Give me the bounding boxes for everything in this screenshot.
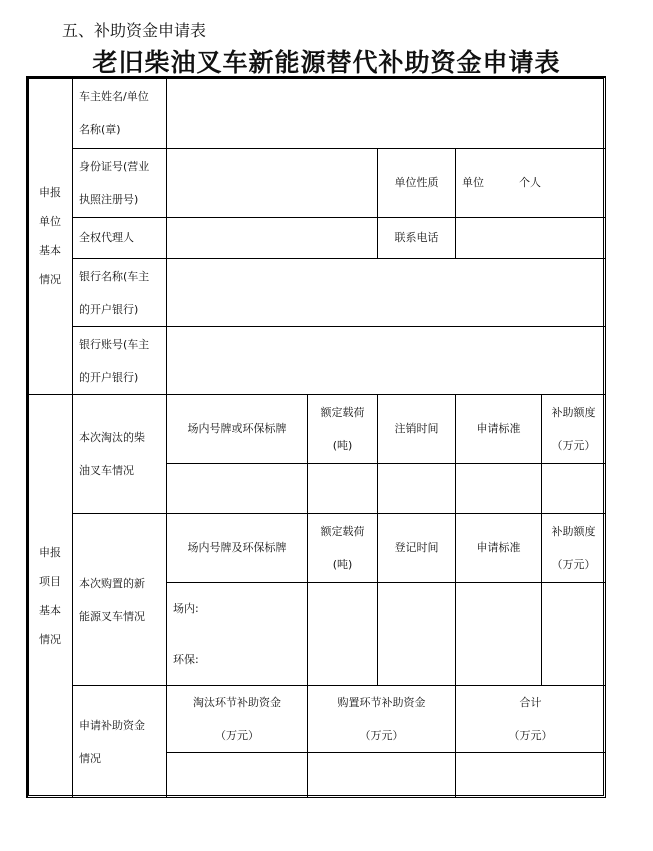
- scrap-fund-field[interactable]: [167, 753, 308, 798]
- bank-name-label: 银行名称(车主 的开户银行): [73, 259, 167, 327]
- purchase-load-field[interactable]: [308, 583, 378, 686]
- purchase-fund-header: 购置环节补助资金 （万元）: [308, 686, 456, 753]
- total-fund-field[interactable]: [456, 753, 606, 798]
- phone-label: 联系电话: [378, 218, 456, 259]
- in-site-label: 场内:: [173, 602, 199, 615]
- scrap-plate-header: 场内号牌或环保标牌: [167, 395, 308, 464]
- purchase-amount-field[interactable]: [542, 583, 606, 686]
- apply-fund-label: 申请补助资金 情况: [73, 686, 167, 798]
- scrap-load-field[interactable]: [308, 464, 378, 514]
- scrap-plate-field[interactable]: [167, 464, 308, 514]
- cancel-time-field[interactable]: [378, 464, 456, 514]
- purchase-fund-field[interactable]: [308, 753, 456, 798]
- unit-nature-options[interactable]: 单位 个人: [456, 149, 606, 218]
- page-title: 老旧柴油叉车新能源替代补助资金申请表: [92, 48, 561, 77]
- project-section-label: 申报 项目 基本 情况: [28, 395, 73, 798]
- owner-name-field[interactable]: [167, 78, 606, 149]
- scrap-standard-header: 申请标准: [456, 395, 542, 464]
- application-form-table: [27, 77, 606, 798]
- purchase-amount-header: 补助额度 （万元）: [542, 514, 606, 583]
- register-time-header: 登记时间: [378, 514, 456, 583]
- bank-account-field[interactable]: [167, 327, 606, 395]
- bank-name-field[interactable]: [167, 259, 606, 327]
- scrap-amount-header: 补助额度 （万元）: [542, 395, 606, 464]
- purchase-load-header: 额定载荷 (吨): [308, 514, 378, 583]
- unit-nature-label: 单位性质: [378, 149, 456, 218]
- scrap-standard-field[interactable]: [456, 464, 542, 514]
- cancel-time-header: 注销时间: [378, 395, 456, 464]
- section-heading: 五、补助资金申请表: [62, 21, 207, 40]
- purchase-standard-field[interactable]: [456, 583, 542, 686]
- register-time-field[interactable]: [378, 583, 456, 686]
- owner-name-label: 车主姓名/单位 名称(章): [73, 78, 167, 149]
- agent-field[interactable]: [167, 218, 378, 259]
- scrap-amount-field[interactable]: [542, 464, 606, 514]
- id-number-label: 身份证号(营业 执照注册号): [73, 149, 167, 218]
- total-fund-header: 合计 （万元）: [456, 686, 606, 753]
- applicant-section-label: 申报 单位 基本 情况: [28, 78, 73, 395]
- purchase-plate-header: 场内号牌及环保标牌: [167, 514, 308, 583]
- bank-account-label: 银行账号(车主 的开户银行): [73, 327, 167, 395]
- purchase-plate-field[interactable]: [167, 583, 308, 686]
- scrap-load-header: 额定载荷 (吨): [308, 395, 378, 464]
- scrap-fund-header: 淘汰环节补助资金 （万元）: [167, 686, 308, 753]
- id-number-field[interactable]: [167, 149, 378, 218]
- scrapped-forklift-label: 本次淘汰的柴 油叉车情况: [73, 395, 167, 514]
- purchase-standard-header: 申请标准: [456, 514, 542, 583]
- purchased-forklift-label: 本次购置的新 能源叉车情况: [73, 514, 167, 686]
- agent-label: 全权代理人: [73, 218, 167, 259]
- phone-field[interactable]: [456, 218, 606, 259]
- env-label: 环保:: [173, 653, 199, 666]
